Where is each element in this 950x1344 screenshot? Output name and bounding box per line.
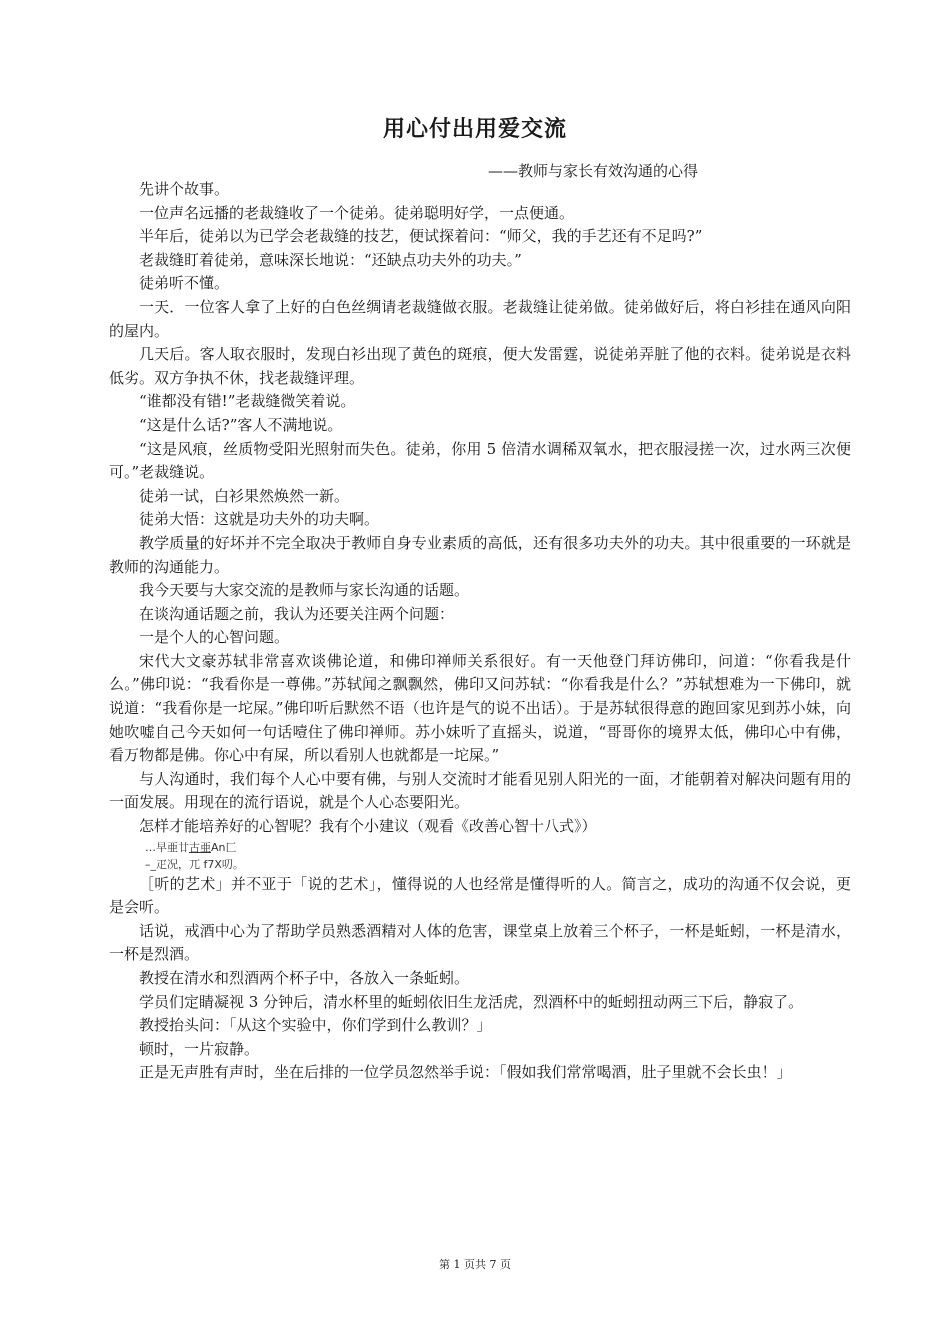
garbled-ocr-line: –_疋况，兀 f7X叨。	[145, 857, 244, 871]
paragraph: 学员们定睛凝视 3 分钟后，清水杯里的蚯蚓依旧生龙活虎，烈酒杯中的蚯蚓扭动两三下后，静寂了。	[139, 992, 804, 1011]
paragraph: 徒弟一试，白衫果然焕然一新。	[139, 486, 350, 505]
paragraph: 怎样才能培养好的心智呢？我有个小建议（观看《改善心智十八式》）	[139, 817, 597, 836]
page-footer: 第 1 页共 7 页	[439, 1258, 511, 1271]
garbled-ocr-line	[109, 839, 851, 856]
paragraph: 顿时，一片寂静。	[139, 1039, 260, 1058]
paragraph: 与人沟通时，我们每个人心中要有佛，与别人交流时才能看见别人阳光的一面，才能朝着对解决问题有用的一面发展。用现在的流行语说，就是个人心态要阳光。	[109, 769, 851, 812]
document-title: 用心付出用爱交流	[382, 117, 567, 142]
paragraph: 教授在清水和烈酒两个杯子中，各放入一条蚯蚓。	[139, 969, 470, 987]
paragraph: “谁都没有错!”老裁缝微笑着说。	[139, 392, 356, 411]
paragraph: 徒弟听不懂。	[139, 274, 230, 293]
paragraph: 老裁缝盯着徒弟，意味深长地说：“还缺点功夫外的功夫。”	[139, 250, 522, 269]
paragraph: 几天后。客人取衣服时，发现白衫出现了黄色的斑痕，便大发雷霆，说徒弟弄脏了他的衣料。徒弟说是衣料低劣。双方争执不休，找老裁缝评理。	[109, 345, 851, 387]
paragraph: 一是个人的心智问题。	[139, 628, 290, 647]
garbled-text: An匚	[211, 840, 237, 854]
paragraph: 话说，戒酒中心为了帮助学员熟悉酒精对人体的危害，课堂桌上放着三个杯子，一杯是蚯蚓，一杯是清水，一杯是烈酒。	[109, 921, 851, 964]
paragraph: 我今天要与大家交流的是教师与家长沟通的话题。	[139, 581, 470, 600]
paragraph: 一位声名远播的老裁缝收了一个徒弟。徒弟聪明好学，一点便通。	[139, 203, 575, 222]
document-body	[109, 178, 851, 1085]
paragraph: 徒弟大悟：这就是功夫外的功夫啊。	[139, 510, 380, 529]
garbled-text-underlined: 古亜	[189, 840, 211, 854]
paragraph: “这是什么话?”客人不满地说。	[139, 415, 343, 434]
document-subtitle: ——教师与家长有效沟通的心得	[488, 162, 699, 180]
paragraph: “这是风痕，丝质物受阳光照射而失色。徒弟，你用 5 倍清水调稀双氧水，把衣服浸搓一次，过水两三次便可。”老裁缝说。	[109, 439, 851, 482]
paragraph: 在谈沟通话题之前，我认为还要关注两个问题：	[139, 604, 455, 623]
garbled-text: …早亜廿	[145, 840, 189, 854]
paragraph: 先讲个故事。	[139, 180, 230, 198]
paragraph: 正是无声胜有声时，坐在后排的一位学员忽然举手说：「假如我们常常喝酒，肚子里就不会长虫！」	[139, 1063, 792, 1082]
paragraph: 教授抬头问：「从这个实验中，你们学到什么教训？」	[139, 1016, 492, 1035]
paragraph: ［听的艺术」并不亚于「说的艺术」，懂得说的人也经常是懂得听的人。简言之，成功的沟通不仅会说，更是会听。	[109, 874, 851, 917]
paragraph: 宋代大文豪苏轼非常喜欢谈佛论道，和佛印禅师关系很好。有一天他登门拜访佛印，问道：“你看我是什么。”佛印说：“我看你是一尊佛。”苏轼闻之飘飘然，佛印又问苏轼：“你看我是什么？”苏轼想难为一下佛印，就说道：“我看你是一坨屎。”佛印听后默然不语（也许是气的说不出话）。于是苏轼很得意的跑回家见到苏小妹，向她吹嘘自己今天如何一句话噎住了佛印禅师。苏小妹听了直摇头，说道，“哥哥你的境界太低，佛印心中有佛，看万物都是佛。你心中有屎，所以看别人也就都是一坨屎。”	[109, 651, 851, 765]
paragraph: 半年后，徒弟以为已学会老裁缝的技艺，便试探着问：“师父，我的手艺还有不足吗?”	[139, 227, 703, 246]
paragraph: 教学质量的好坏并不完全取决于教师自身专业素质的高低，还有很多功夫外的功夫。其中很重要的一环就是教师的沟通能力。	[109, 533, 851, 576]
paragraph: 一天．一位客人拿了上好的白色丝绸请老裁缝做衣服。老裁缝让徒弟做。徒弟做好后，将白衫挂在通风向阳的屋内。	[109, 297, 851, 340]
